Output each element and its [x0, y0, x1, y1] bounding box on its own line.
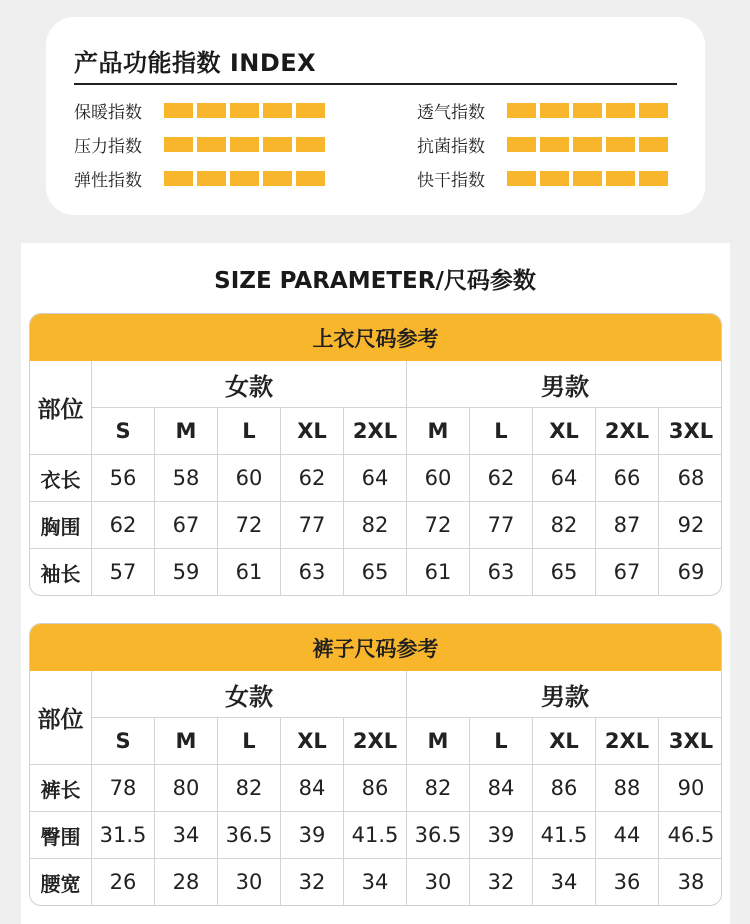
table-cell: 57: [92, 549, 155, 595]
table-cell: 26: [92, 859, 155, 905]
index-level-block: [263, 103, 292, 118]
table-cell: 41.5: [533, 812, 596, 859]
size-header: XL: [533, 718, 596, 765]
table-cell: 62: [92, 502, 155, 549]
size-header: L: [470, 408, 533, 455]
women-header: 女款: [92, 361, 407, 408]
size-header: S: [92, 718, 155, 765]
index-level-block: [507, 103, 536, 118]
table-cell: 67: [155, 502, 218, 549]
size-header: 2XL: [596, 408, 659, 455]
top-size-table: [29, 313, 722, 596]
index-level-block: [639, 137, 668, 152]
index-item: [74, 132, 325, 156]
index-level-block: [606, 137, 635, 152]
index-level-block: [540, 137, 569, 152]
table-cell: 82: [407, 765, 470, 812]
table-cell: 36.5: [407, 812, 470, 859]
index-item: [74, 98, 325, 122]
table-title: 上衣尺码参考: [30, 314, 721, 361]
row-label: 裤长: [30, 765, 92, 812]
index-level-bar: [164, 137, 325, 152]
table-cell: 36: [596, 859, 659, 905]
size-header: 2XL: [596, 718, 659, 765]
table-cell: 92: [659, 502, 722, 549]
table-cell: 56: [92, 455, 155, 502]
table-cell: 28: [155, 859, 218, 905]
table-cell: 32: [470, 859, 533, 905]
index-level-block: [164, 137, 193, 152]
table-cell: 65: [533, 549, 596, 595]
table-cell: 30: [218, 859, 281, 905]
index-level-block: [606, 103, 635, 118]
table-cell: 82: [344, 502, 407, 549]
table-cell: 31.5: [92, 812, 155, 859]
index-level-block: [230, 137, 259, 152]
table-cell: 66: [596, 455, 659, 502]
table-cell: 46.5: [659, 812, 722, 859]
index-level-block: [573, 171, 602, 186]
index-item: [417, 166, 668, 190]
table-cell: 82: [533, 502, 596, 549]
table-cell: 63: [470, 549, 533, 595]
index-item: [417, 98, 668, 122]
row-label: 衣长: [30, 455, 92, 502]
table-cell: 84: [281, 765, 344, 812]
table-cell: 72: [218, 502, 281, 549]
index-level-bar: [164, 171, 325, 186]
index-item: [417, 132, 668, 156]
index-level-block: [263, 137, 292, 152]
index-level-bar: [507, 171, 668, 186]
table-cell: 84: [470, 765, 533, 812]
index-item-label: 抗菌指数: [417, 136, 485, 157]
table-cell: 65: [344, 549, 407, 595]
table-cell: 34: [533, 859, 596, 905]
size-header: M: [155, 408, 218, 455]
index-item-label: 透气指数: [417, 102, 485, 123]
table-cell: 63: [281, 549, 344, 595]
table-cell: 34: [344, 859, 407, 905]
index-level-block: [164, 171, 193, 186]
index-item-label: 保暖指数: [74, 102, 142, 123]
women-header: 女款: [92, 671, 407, 718]
table-cell: 86: [344, 765, 407, 812]
table-cell: 41.5: [344, 812, 407, 859]
table-cell: 60: [407, 455, 470, 502]
index-item: [74, 166, 325, 190]
table-cell: 59: [155, 549, 218, 595]
men-header: 男款: [407, 671, 722, 718]
index-item-label: 快干指数: [417, 170, 485, 191]
table-cell: 87: [596, 502, 659, 549]
row-label: 腰宽: [30, 859, 92, 905]
index-level-block: [507, 137, 536, 152]
table-cell: 44: [596, 812, 659, 859]
index-divider: [74, 83, 677, 85]
index-level-block: [296, 171, 325, 186]
table-cell: 39: [281, 812, 344, 859]
index-level-bar: [507, 137, 668, 152]
size-header: XL: [533, 408, 596, 455]
table-cell: 77: [470, 502, 533, 549]
table-cell: 86: [533, 765, 596, 812]
table-cell: 32: [281, 859, 344, 905]
size-header: S: [92, 408, 155, 455]
table-cell: 38: [677, 870, 705, 894]
table-cell: 58: [155, 455, 218, 502]
index-level-block: [507, 171, 536, 186]
table-cell: 67: [596, 549, 659, 595]
size-title: SIZE PARAMETER/尺码参数: [214, 268, 536, 294]
size-header: M: [155, 718, 218, 765]
index-level-block: [540, 103, 569, 118]
pants-size-table: [29, 623, 722, 906]
table-cell: 36.5: [218, 812, 281, 859]
table-cell: 61: [407, 549, 470, 595]
table-cell: 62: [470, 455, 533, 502]
table-cell: 39: [470, 812, 533, 859]
part-header: 部位: [30, 361, 92, 455]
table-cell: 64: [344, 455, 407, 502]
table-cell: 80: [155, 765, 218, 812]
index-title: 产品功能指数 INDEX: [74, 49, 317, 77]
size-header: 3XL: [659, 408, 722, 455]
table-cell: 72: [407, 502, 470, 549]
table-cell: 30: [407, 859, 470, 905]
index-level-block: [573, 103, 602, 118]
men-header: 男款: [407, 361, 722, 408]
size-header: M: [407, 718, 470, 765]
index-level-block: [296, 137, 325, 152]
index-item-label: 压力指数: [74, 136, 142, 157]
table-cell: 34: [155, 812, 218, 859]
size-header: 2XL: [344, 408, 407, 455]
table-title: 裤子尺码参考: [30, 624, 721, 671]
size-header: L: [218, 718, 281, 765]
index-level-block: [197, 137, 226, 152]
index-level-block: [230, 171, 259, 186]
row-label: 胸围: [30, 502, 92, 549]
table-cell: 90: [659, 765, 722, 812]
row-label: 臀围: [30, 812, 92, 859]
table-cell: 78: [92, 765, 155, 812]
size-header: M: [407, 408, 470, 455]
index-level-block: [197, 171, 226, 186]
table-cell: 82: [218, 765, 281, 812]
table-cell: 88: [596, 765, 659, 812]
index-item-label: 弹性指数: [74, 170, 142, 191]
index-level-block: [197, 103, 226, 118]
size-header: L: [470, 718, 533, 765]
table-cell: 60: [218, 455, 281, 502]
size-header: XL: [281, 718, 344, 765]
size-header: 3XL: [659, 718, 722, 765]
part-header: 部位: [30, 671, 92, 765]
index-level-block: [639, 103, 668, 118]
table-cell: 69: [677, 560, 705, 584]
index-level-block: [639, 171, 668, 186]
index-level-block: [230, 103, 259, 118]
index-level-bar: [164, 103, 325, 118]
size-header: L: [218, 408, 281, 455]
index-level-block: [263, 171, 292, 186]
size-header: 2XL: [344, 718, 407, 765]
row-label: 袖长: [30, 549, 92, 595]
index-level-bar: [507, 103, 668, 118]
index-card: [46, 17, 705, 215]
table-cell: 64: [533, 455, 596, 502]
table-cell: 77: [281, 502, 344, 549]
table-cell: 68: [659, 455, 722, 502]
index-level-block: [573, 137, 602, 152]
index-level-block: [540, 171, 569, 186]
index-level-block: [164, 103, 193, 118]
index-level-block: [606, 171, 635, 186]
table-cell: 62: [281, 455, 344, 502]
size-header: XL: [281, 408, 344, 455]
index-level-block: [296, 103, 325, 118]
table-cell: 61: [218, 549, 281, 595]
